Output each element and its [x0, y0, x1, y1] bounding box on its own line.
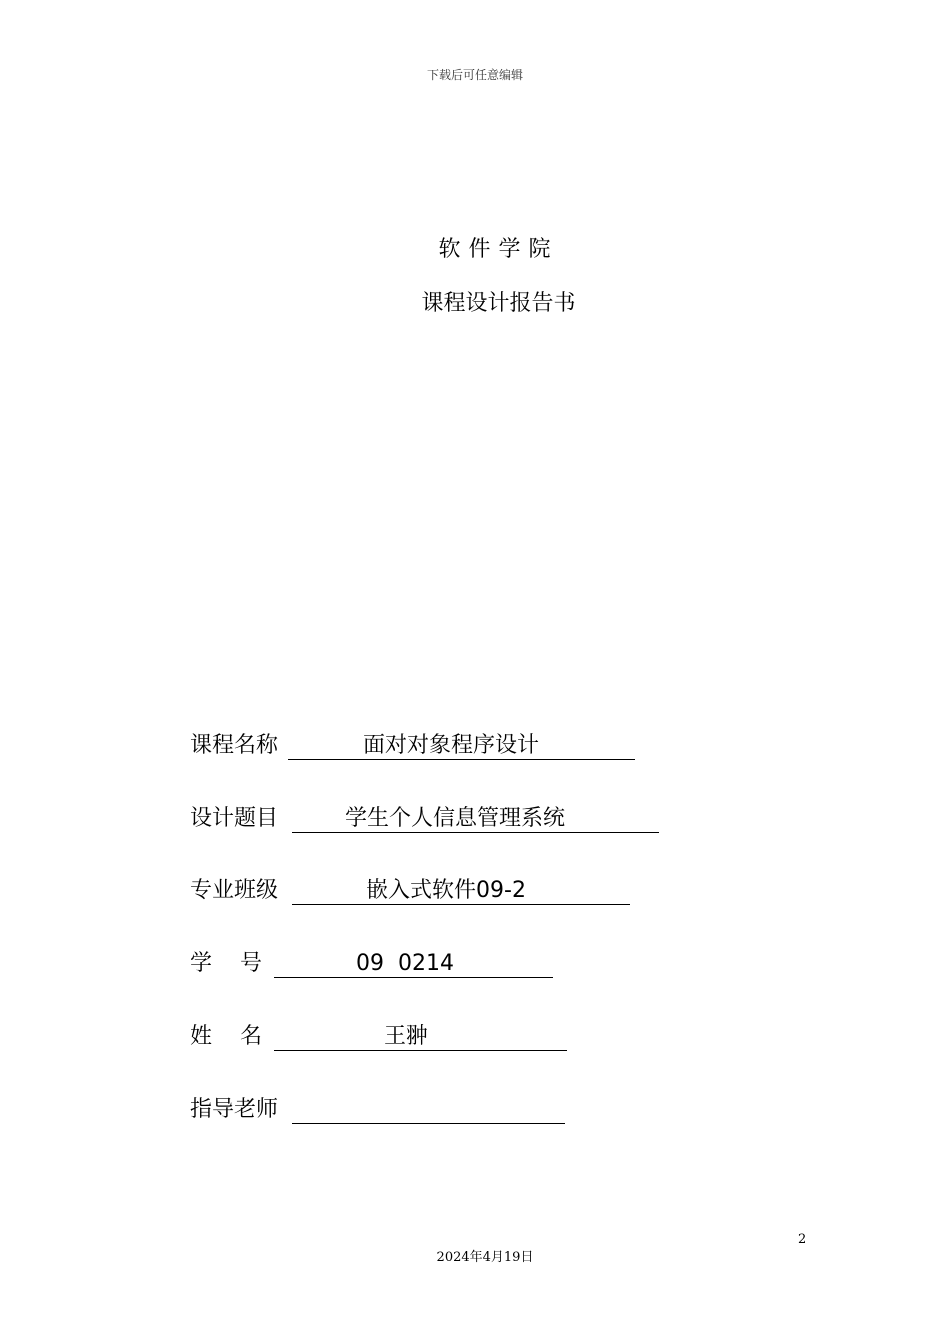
field-value: 学生个人信息管理系统	[345, 806, 566, 831]
page-number: 2	[798, 1232, 807, 1247]
field-design-topic	[190, 801, 659, 833]
field-label: 专业班级	[190, 878, 279, 903]
field-name	[190, 1019, 567, 1051]
field-label: 学 号	[190, 951, 262, 976]
field-advisor	[190, 1092, 565, 1124]
field-underline	[274, 1022, 567, 1051]
header-note: 下载后可任意编辑	[426, 68, 523, 82]
field-value: 面对对象程序设计	[363, 733, 540, 758]
field-major-class	[190, 873, 630, 905]
field-label: 姓 名	[190, 1024, 262, 1049]
field-value: 09 0214	[355, 951, 454, 976]
field-value: 嵌入式软件09-2	[366, 878, 526, 903]
field-label: 课程名称	[190, 733, 279, 758]
field-value: 王翀	[383, 1024, 428, 1049]
field-course-name	[190, 728, 635, 760]
school-name: 软件学院	[438, 237, 559, 262]
field-student-id	[190, 946, 553, 978]
report-title: 课程设计报告书	[421, 291, 576, 316]
field-label: 指导老师	[190, 1097, 279, 1122]
field-underline	[292, 804, 659, 833]
field-underline	[292, 1095, 565, 1124]
field-underline	[274, 949, 553, 978]
field-label: 设计题目	[190, 806, 279, 831]
field-underline	[292, 876, 630, 905]
field-underline	[288, 731, 635, 760]
footer-date: 2024年4月19日	[436, 1250, 534, 1265]
